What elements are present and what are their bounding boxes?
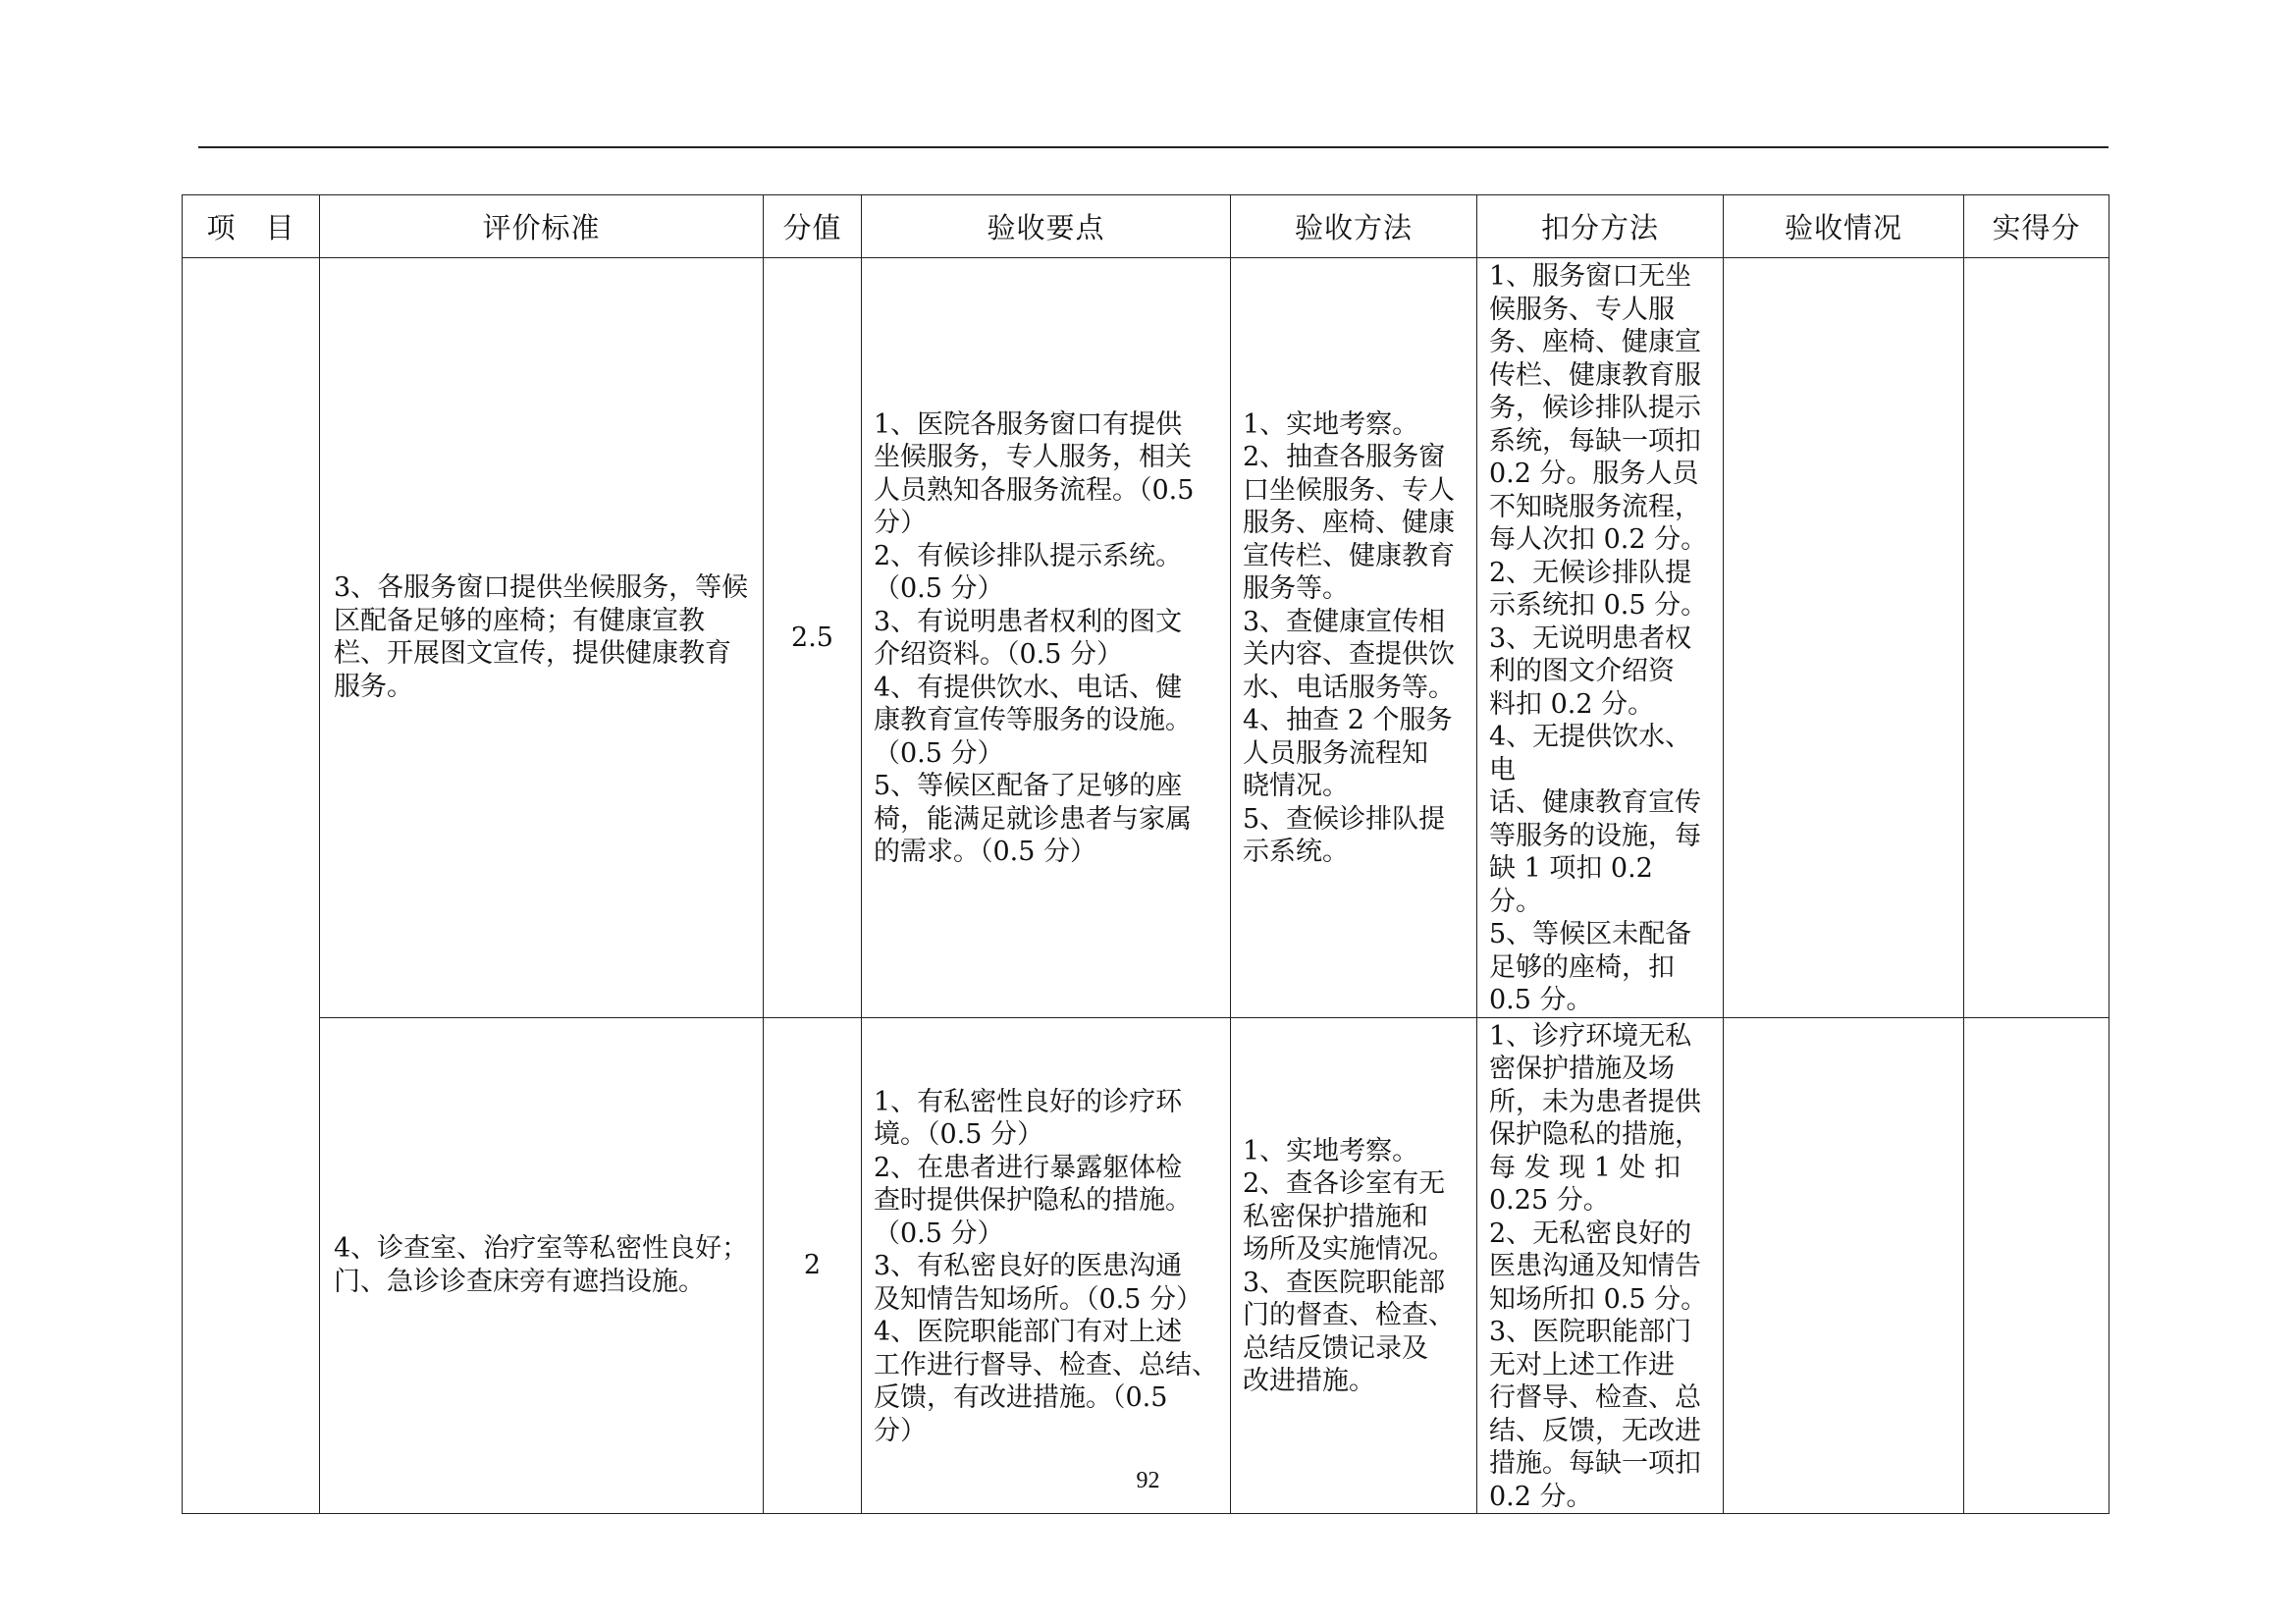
status-cell [1724,258,1964,1018]
criteria-cell [320,1017,764,1514]
deduction-cell [1477,258,1724,1018]
table-row [183,1017,2109,1514]
method-text: 1、实地考察。 2、查各诊室有无 私密保护措施和 场所及实施情况。 3、查医院职能部 门的督查、检查、 总结反馈记录及 改进措施。 [1243,1135,1455,1397]
method-text: 1、实地考察。 2、抽查各服务窗 口坐候服务、专人 服务、座椅、健康 宣传栏、健康教育 服务等。 3、查健康宣传相 关内容、查提供饮 水、电话服务等。 4、抽查 2 个服务 人员服务流程知 晓情况。 5、查候诊排队提 示系统。 [1243,408,1455,868]
key-points-text: 1、有私密性良好的诊疗环 境。（0.5 分） 2、在患者进行暴露躯体检 查时提供保护隐私的措施。 （0.5 分） 3、有私密良好的医患沟通 及知情告知场所。（0.5 分） 4、医院职能部门有对上述 工作进行督导、检查、总结、 反馈，有改进措施。（0.5 分） [874,1086,1218,1446]
score-text: 2 [803,1250,822,1280]
actual-cell [1964,1017,2109,1514]
page-number: 92 [1136,1468,1160,1493]
score-cell [764,258,862,1018]
header-deduction: 扣分方法 [1477,195,1724,258]
deduction-text: 1、服务窗口无坐 候服务、专人服 务、座椅、健康宣 传栏、健康教育服 务，候诊排队提示 系统，每缺一项扣 0.2 分。服务人员 不知晓服务流程， 每人次扣 0.2 分。 2、无候诊排队提 示系统扣 0.5 分。 3、无说明患者权 利的图文介绍资 料扣 0.2 分。 4、无提供饮水、电 话、健康教育宣传 等服务的设施，每 缺 1 项扣 0.2 分。 5、等候区未配备 足够的座椅，扣 0.5 分。 [1489,261,1708,1015]
method-cell [1231,1017,1477,1514]
method-cell [1231,258,1477,1018]
header-rule [198,146,2109,148]
key-points-cell [862,1017,1231,1514]
header-actual: 实得分 [1964,195,2109,258]
score-text: 2.5 [791,622,833,653]
header-key-points: 验收要点 [862,195,1231,258]
criteria-cell [320,258,764,1018]
deduction-cell [1477,1017,1724,1514]
criteria-text: 4、诊查室、治疗室等私密性良好；门、急诊诊查床旁有遮挡设施。 [334,1233,749,1297]
actual-cell [1964,258,2109,1018]
evaluation-table [182,194,2109,1514]
score-cell [764,1017,862,1514]
header-status: 验收情况 [1724,195,1964,258]
header-method: 验收方法 [1231,195,1477,258]
criteria-text: 3、各服务窗口提供坐候服务，等候区配备足够的座椅；有健康宣教栏、开展图文宣传，提供健康教育服务。 [334,572,749,702]
table-header-row [183,195,2109,258]
header-item: 项 目 [183,195,320,258]
key-points-text: 1、医院各服务窗口有提供 坐候服务，专人服务，相关 人员熟知各服务流程。（0.5 分） 2、有候诊排队提示系统。 （0.5 分） 3、有说明患者权利的图文 介绍资料。（0.5 分） 4、有提供饮水、电话、健 康教育宣传等服务的设施。 （0.5 分） 5、等候区配备了足够的座 椅，能满足就诊患者与家属 的需求。（0.5 分） [874,408,1195,868]
key-points-cell [862,258,1231,1018]
table-row [183,258,2109,1018]
header-criteria: 评价标准 [320,195,764,258]
deduction-text: 1、诊疗环境无私 密保护措施及场 所，未为患者提供 保护隐私的措施， 每 发 现 1 处 扣 0.25 分。 2、无私密良好的 医患沟通及知情告 知场所扣 0.5 分。 3、医院职能部门 无对上述工作进 行督导、检查、总 结、反馈，无改进 措施。每缺一项扣 0.2 分。 [1489,1020,1708,1512]
item-cell [183,258,320,1514]
status-cell [1724,1017,1964,1514]
header-score: 分值 [764,195,862,258]
